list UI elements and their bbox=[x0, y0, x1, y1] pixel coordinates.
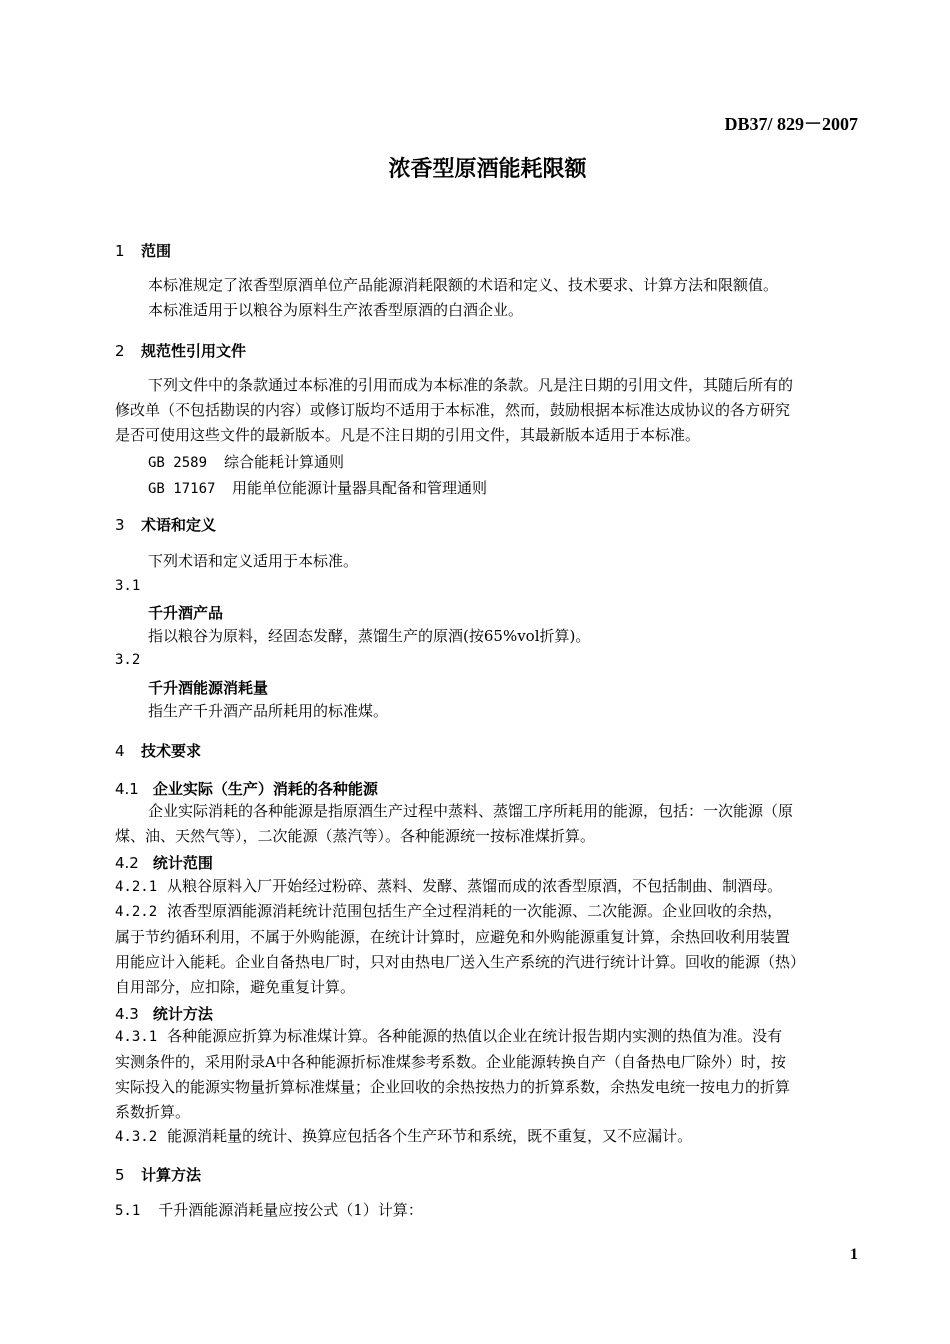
reference-item bbox=[148, 476, 487, 502]
reference-title: 综合能耗计算通则 bbox=[224, 453, 345, 471]
paragraph-line: 用能应计入能耗。企业自备热电厂时，只对由热电厂送入生产系统的汽进行统计计算。回收的能源（热） bbox=[115, 953, 806, 971]
paragraph-line: 系数折算。 bbox=[115, 1103, 191, 1121]
clause-number: 5.1 bbox=[115, 1203, 141, 1219]
clause-4-3-1 bbox=[115, 1024, 790, 1125]
paragraph-line: 本标准适用于以粮谷为原料生产浓香型原酒的白酒企业。 bbox=[148, 301, 524, 319]
subsection-number: 4.2 bbox=[115, 854, 139, 872]
clause-text: 从粮谷原料入厂开始经过粉碎、蒸料、发酵、蒸馏而成的浓香型原酒，不包括制曲、制酒母。 bbox=[167, 877, 783, 895]
subsection-4-1-line-2: 煤、油、天然气等），二次能源（蒸汽等）。各种能源统一按标准煤折算。 bbox=[115, 827, 596, 845]
reference-list bbox=[148, 450, 487, 502]
section-number: 4 bbox=[115, 742, 125, 760]
section-title: 技术要求 bbox=[141, 742, 202, 760]
clause-5-1 bbox=[115, 1198, 423, 1224]
paragraph-line: 实际投入的能源实物量折算标准煤量；企业回收的余热按热力的折算系数，余热发电统一按电力的折算 bbox=[115, 1078, 791, 1096]
section-2-line-1: 下列文件中的条款通过本标准的引用而成为本标准的条款。凡是注日期的引用文件，其随后所有的 bbox=[148, 376, 794, 394]
section-2-body bbox=[115, 398, 790, 448]
section-title: 计算方法 bbox=[141, 1166, 202, 1184]
paragraph-line: 修改单（不包括勘误的内容）或修订版均不适用于本标准，然而，鼓励根据本标准达成协议的各方研究 bbox=[115, 401, 791, 419]
term-number: 3.1 bbox=[115, 578, 141, 594]
clause-text: 各种能源应折算为标准煤计算。各种能源的热值以企业在统计报告期内实测的热值为准。没有 bbox=[167, 1027, 783, 1045]
reference-code: GB 17167 bbox=[148, 481, 216, 497]
reference-title: 用能单位能源计量器具配备和管理通则 bbox=[232, 479, 488, 497]
clause-text: 能源消耗量的统计、换算应包括各个生产环节和系统，既不重复，又不应漏计。 bbox=[167, 1127, 693, 1145]
section-number: 1 bbox=[115, 242, 125, 260]
clause-4-2-2 bbox=[115, 899, 805, 1000]
page-number: 1 bbox=[850, 1246, 858, 1263]
clause-text: 千升酒能源消耗量应按公式（1）计算： bbox=[158, 1201, 423, 1219]
term-name: 千升酒能源消耗量 bbox=[148, 679, 269, 697]
section-title: 术语和定义 bbox=[141, 516, 217, 534]
clause-4-3-2 bbox=[115, 1124, 692, 1150]
subsection-number: 4.1 bbox=[115, 780, 139, 798]
standard-code: DB37/ 829－2007 bbox=[724, 114, 858, 134]
term-definition: 指以粮谷为原料，经固态发酵，蒸馏生产的原酒(按65%vol折算)。 bbox=[148, 627, 591, 645]
paragraph-line: 属于节约循环利用，不属于外购能源，在统计计算时，应避免和外购能源重复计算，余热回收利用装置 bbox=[115, 928, 791, 946]
section-1-heading bbox=[115, 240, 171, 261]
clause-number: 4.3.1 bbox=[115, 1029, 158, 1045]
subsection-title: 企业实际（生产）消耗的各种能源 bbox=[152, 780, 378, 798]
section-title: 规范性引用文件 bbox=[141, 342, 247, 360]
section-title: 范围 bbox=[141, 242, 172, 260]
subsection-4-3-heading bbox=[115, 1003, 213, 1024]
reference-item bbox=[148, 450, 487, 476]
section-number: 2 bbox=[115, 342, 125, 360]
term-number: 3.2 bbox=[115, 652, 141, 668]
reference-code: GB 2589 bbox=[148, 455, 208, 471]
clause-number: 4.2.1 bbox=[115, 879, 158, 895]
term-definition: 指生产千升酒产品所耗用的标准煤。 bbox=[148, 702, 389, 720]
subsection-4-1-line-1: 企业实际消耗的各种能源是指原酒生产过程中蒸料、蒸馏工序所耗用的能源，包括：一次能源（原 bbox=[148, 802, 794, 820]
subsection-4-2-heading bbox=[115, 852, 213, 873]
subsection-number: 4.3 bbox=[115, 1005, 139, 1023]
clause-text: 浓香型原酒能源消耗统计范围包括生产全过程消耗的一次能源、二次能源。企业回收的余热， bbox=[167, 902, 783, 920]
paragraph-line: 是否可使用这些文件的最新版本。凡是不注日期的引用文件，其最新版本适用于本标准。 bbox=[115, 426, 701, 444]
paragraph-line: 自用部分，应扣除，避免重复计算。 bbox=[115, 978, 356, 996]
section-3-heading bbox=[115, 514, 216, 535]
subsection-4-1-heading bbox=[115, 778, 378, 799]
clause-4-2-1 bbox=[115, 874, 782, 900]
subsection-title: 统计范围 bbox=[152, 854, 213, 872]
section-number: 3 bbox=[115, 516, 125, 534]
term-name: 千升酒产品 bbox=[148, 604, 224, 622]
clause-number: 4.2.2 bbox=[115, 904, 158, 920]
section-number: 5 bbox=[115, 1166, 125, 1184]
section-2-heading bbox=[115, 340, 246, 361]
section-4-heading bbox=[115, 740, 201, 761]
document-title: 浓香型原酒能耗限额 bbox=[388, 157, 587, 182]
section-3-intro: 下列术语和定义适用于本标准。 bbox=[148, 552, 359, 570]
subsection-title: 统计方法 bbox=[152, 1005, 213, 1023]
clause-number: 4.3.2 bbox=[115, 1129, 158, 1145]
section-5-heading bbox=[115, 1164, 201, 1185]
section-1-body bbox=[148, 273, 778, 323]
paragraph-line: 实测条件的，采用附录A中各种能源折标准煤参考系数。企业能源转换自产（自备热电厂除外）时，按 bbox=[115, 1053, 786, 1071]
paragraph-line: 本标准规定了浓香型原酒单位产品能源消耗限额的术语和定义、技术要求、计算方法和限额值。 bbox=[148, 276, 779, 294]
